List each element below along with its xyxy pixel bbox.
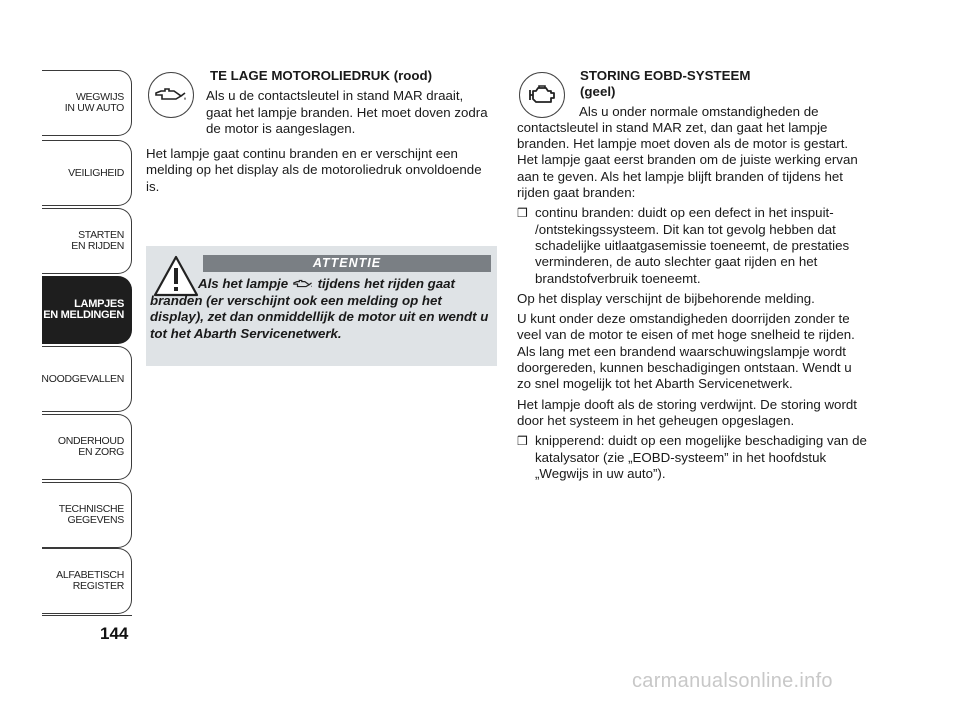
bullet-box-icon: ❒ <box>517 434 528 449</box>
eobd-intro: Als u onder normale omstandigheden de contactsleutel in stand MAR zet, dan gaat het lampje branden. Het lampje moet doven als de motor is gestart. Het lampje gaat eerst branden om de juiste werking ervan aan te geven. Als het lampje blijft branden of tijdens het rijden gaat branden: <box>517 103 858 201</box>
list-item <box>517 205 869 286</box>
tab-noodgevallen[interactable] <box>42 346 132 412</box>
tab-label: ALFABETISCH REGISTER <box>56 569 124 592</box>
tab-veiligheid[interactable] <box>42 140 132 206</box>
tab-divider <box>42 615 132 616</box>
attention-box <box>146 246 497 366</box>
right-column <box>517 68 869 482</box>
tab-technische[interactable] <box>42 482 132 548</box>
watermark: carmanualsonline.info <box>632 670 833 692</box>
left-column <box>146 68 498 195</box>
oil-pressure-icon <box>292 278 314 289</box>
section-title-eobd-color: (geel) <box>580 84 616 100</box>
tab-label: STARTEN EN RIJDEN <box>71 229 124 252</box>
section-title-oil: TE LAGE MOTOROLIEDRUK (rood) <box>210 68 433 83</box>
tab-label: TECHNISCHE GEGEVENS <box>58 503 124 526</box>
attention-text-b: tijdens het rijden gaat branden (er verschijnt ook een melding op het display), zet dan onmiddellijk de motor uit en wendt u tot het Abarth Servicenetwerk. <box>150 276 489 341</box>
tab-alfabetisch[interactable] <box>42 548 132 614</box>
tab-label: LAMPJES EN MELDINGEN <box>43 298 124 321</box>
tab-label: WEGWIJS IN UW AUTO <box>64 91 124 114</box>
bullet-text: continu branden: duidt op een defect in het inspuit- /ontstekingssysteem. Dit kan tot gevolg hebben dat schadelijke uitlaatgasemissie toeneemt, de prestaties verminderen, de auto slechter gaat rijden en het brandstofverbruik toeneemt. <box>535 205 850 286</box>
tab-label: ONDERHOUD EN ZORG <box>57 435 124 458</box>
tab-lampjes[interactable] <box>42 276 132 344</box>
page-number: 144 <box>100 624 129 643</box>
bullet-text: knipperend: duidt op een mogelijke beschadiging van de katalysator (zie „EOBD-systeem” in het hoofdstuk „Wegwijs in uw auto”). <box>535 433 867 481</box>
eobd-driving-note: U kunt onder deze omstandigheden doorrijden zonder te veel van de motor te eisen of met hoge snelheid te rijden. Als lang met een brandend waarschuwingslampje wordt doorgereden, kunnen beschadigingen ontstaan. Wendt u zo snel mogelijk tot het Abarth Servicenetwerk. <box>517 311 855 392</box>
attention-text-a: Als het lampje <box>198 276 289 291</box>
list-item <box>517 433 869 482</box>
tab-label: VEILIGHEID <box>68 166 124 179</box>
bullet-box-icon: ❒ <box>517 206 528 221</box>
eobd-display-note: Op het display verschijnt de bijbehorende melding. <box>517 290 815 306</box>
attention-text <box>150 276 494 342</box>
oil-intro: Als u de contactsleutel in stand MAR draait, gaat het lampje branden. Het moet doven zodra de motor is aangeslagen. <box>206 88 488 136</box>
tab-wegwijs[interactable] <box>42 70 132 136</box>
eobd-memory-note: Het lampje dooft als de storing verdwijnt. De storing wordt door het systeem in het geheugen opgeslagen. <box>517 396 857 428</box>
tab-starten[interactable] <box>42 208 132 274</box>
oil-paragraph: Het lampje gaat continu branden en er verschijnt een melding op het display als de motoroliedruk onvoldoende is. <box>146 146 482 194</box>
tab-label: NOODGEVALLEN <box>41 372 124 385</box>
tab-onderhoud[interactable] <box>42 414 132 480</box>
attention-band: ATTENTIE <box>203 255 491 272</box>
section-title-eobd: STORING EOBD-SYSTEEM <box>580 68 751 83</box>
